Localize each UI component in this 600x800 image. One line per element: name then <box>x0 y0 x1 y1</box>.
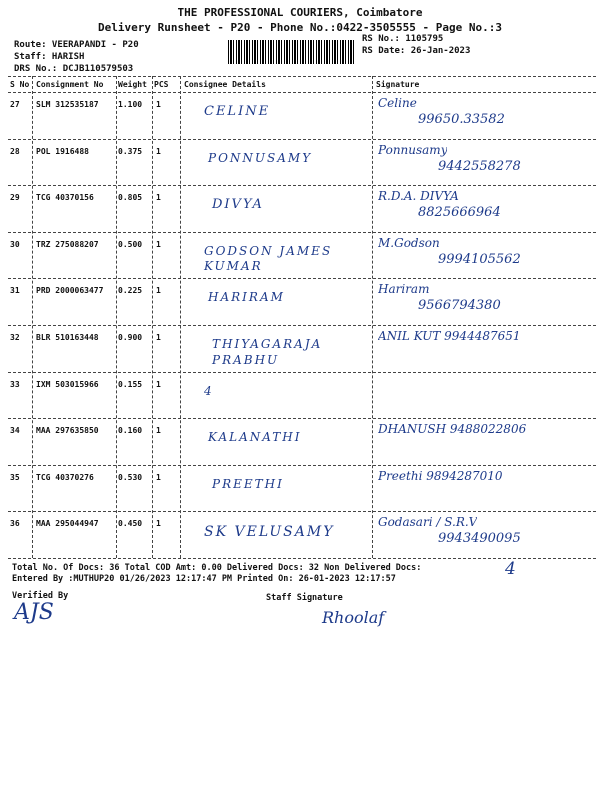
row-pcs: 1 <box>156 286 161 296</box>
rs-number: RS No.: 1105795 <box>362 34 444 44</box>
staff-signature-label: Staff Signature <box>266 593 343 603</box>
row-sno: 29 <box>10 193 20 203</box>
row-consignee-name: GODSON JAMES KUMAR <box>204 243 333 274</box>
row-consignee-name: PONNUSAMY <box>208 150 313 165</box>
row-pcs: 1 <box>156 426 161 436</box>
barcode-image <box>228 40 354 64</box>
row-sno: 35 <box>10 472 20 482</box>
row-consignee-name: CELINE <box>204 104 271 119</box>
row-pcs: 1 <box>156 193 161 203</box>
row-consignment-no: TRZ 275088207 <box>36 239 99 249</box>
col-weight: Weight <box>118 80 147 89</box>
row-consignee-name: KALANATHI <box>208 430 302 445</box>
row-consignment-no: TCG 40370156 <box>36 193 94 203</box>
row-weight: 0.450 <box>118 519 143 529</box>
row-signature-name: Preethi 9894287010 <box>378 468 503 483</box>
row-consignment-no: MAA 295044947 <box>36 519 99 529</box>
totals-line: Total No. Of Docs: 36 Total COD Amt: 0.00 Delivered Docs: 32 Non Delivered Docs: <box>12 563 422 573</box>
runsheet-table <box>8 76 596 558</box>
row-consignee-name: HARIRAM <box>208 290 285 305</box>
row-consignment-no: PRD 2000063477 <box>36 286 104 296</box>
row-consignment-no: MAA 297635850 <box>36 426 99 436</box>
row-weight: 0.530 <box>118 472 143 482</box>
row-consignment-no: TCG 40370276 <box>36 472 94 482</box>
row-consignment-no: IXM 503015966 <box>36 379 99 389</box>
row-sno: 34 <box>10 426 20 436</box>
row-sno: 30 <box>10 239 20 249</box>
row-signature-phone: 9442558278 <box>438 158 521 174</box>
row-weight: 0.225 <box>118 286 143 296</box>
row-pcs: 1 <box>156 472 161 482</box>
row-weight: 0.155 <box>118 379 143 389</box>
route-label: Route: VEERAPANDI - P20 <box>14 40 139 50</box>
row-weight: 0.805 <box>118 193 143 203</box>
runsheet-subtitle: Delivery Runsheet - P20 - Phone No.:0422-3505555 - Page No.:3 <box>98 21 502 34</box>
row-pcs: 1 <box>156 146 161 156</box>
row-signature-name: ANIL KUT 9944487651 <box>378 329 521 343</box>
col-consignment: Consignment No <box>36 80 104 89</box>
staff-signature: Rhoolaf <box>322 608 385 627</box>
verified-by-label: Verified By <box>12 591 69 601</box>
rs-date: RS Date: 26-Jan-2023 <box>362 46 471 56</box>
row-signature-phone: 9566794380 <box>418 298 501 314</box>
row-consignee-name: THIYAGARAJA PRABHU <box>212 337 323 367</box>
row-consignment-no: SLM 312535187 <box>36 100 99 109</box>
row-weight: 0.375 <box>118 146 143 156</box>
row-weight: 0.500 <box>118 239 143 249</box>
row-signature-name: R.D.A. DIVYA <box>378 189 459 204</box>
row-consignment-no: POL 1916488 <box>36 146 89 156</box>
drs-label: DRS No.: DCJB110579503 <box>14 64 134 74</box>
row-sno: 31 <box>10 286 20 296</box>
row-signature-name: Godasari / S.R.V <box>378 515 478 530</box>
row-signature-phone: 9994105562 <box>438 251 521 267</box>
row-signature-phone: 8825666964 <box>418 205 501 221</box>
row-pcs: 1 <box>156 100 161 109</box>
non-delivered-count: 4 <box>505 559 516 579</box>
col-sno: S No <box>10 80 30 89</box>
row-sno: 27 <box>10 100 20 109</box>
row-signature-name: DHANUSH 9488022806 <box>378 422 527 437</box>
row-sno: 28 <box>10 146 20 156</box>
row-sno: 36 <box>10 519 20 529</box>
row-consignment-no: BLR 510163448 <box>36 333 99 342</box>
row-weight: 0.160 <box>118 426 143 436</box>
runsheet-title: THE PROFESSIONAL COURIERS, Coimbatore <box>177 6 423 19</box>
row-consignee-name: PREETHI <box>212 476 284 491</box>
row-signature-name: Hariram <box>378 282 430 297</box>
row-consignee-name: DIVYA <box>212 197 264 213</box>
col-signature: Signature <box>376 80 420 89</box>
row-signature-name: Ponnusamy <box>378 142 448 157</box>
row-signature-name: M.Godson <box>378 235 440 250</box>
entered-by-line: Entered By :MUTHUP20 01/26/2023 12:17:47 PM Printed On: 26-01-2023 12:17:57 <box>12 574 396 584</box>
row-signature-phone: 99650.33582 <box>418 112 505 127</box>
row-weight: 0.900 <box>118 333 143 342</box>
row-pcs: 1 <box>156 519 161 529</box>
row-sno: 33 <box>10 379 20 389</box>
verifier-signature: AJS <box>14 600 54 625</box>
row-consignee-name: SK VELUSAMY <box>204 524 335 541</box>
row-weight: 1.100 <box>118 100 143 109</box>
row-pcs: 1 <box>156 379 161 389</box>
staff-label: Staff: HARISH <box>14 52 85 62</box>
row-pcs: 1 <box>156 239 161 249</box>
row-pcs: 1 <box>156 333 161 342</box>
col-consignee: Consignee Details <box>184 80 266 89</box>
row-consignee-name: 4 <box>204 383 214 398</box>
row-signature-name: Celine <box>378 96 417 110</box>
row-sno: 32 <box>10 333 20 342</box>
row-signature-phone: 9943490095 <box>438 531 521 547</box>
col-pcs: PCS <box>154 80 169 89</box>
